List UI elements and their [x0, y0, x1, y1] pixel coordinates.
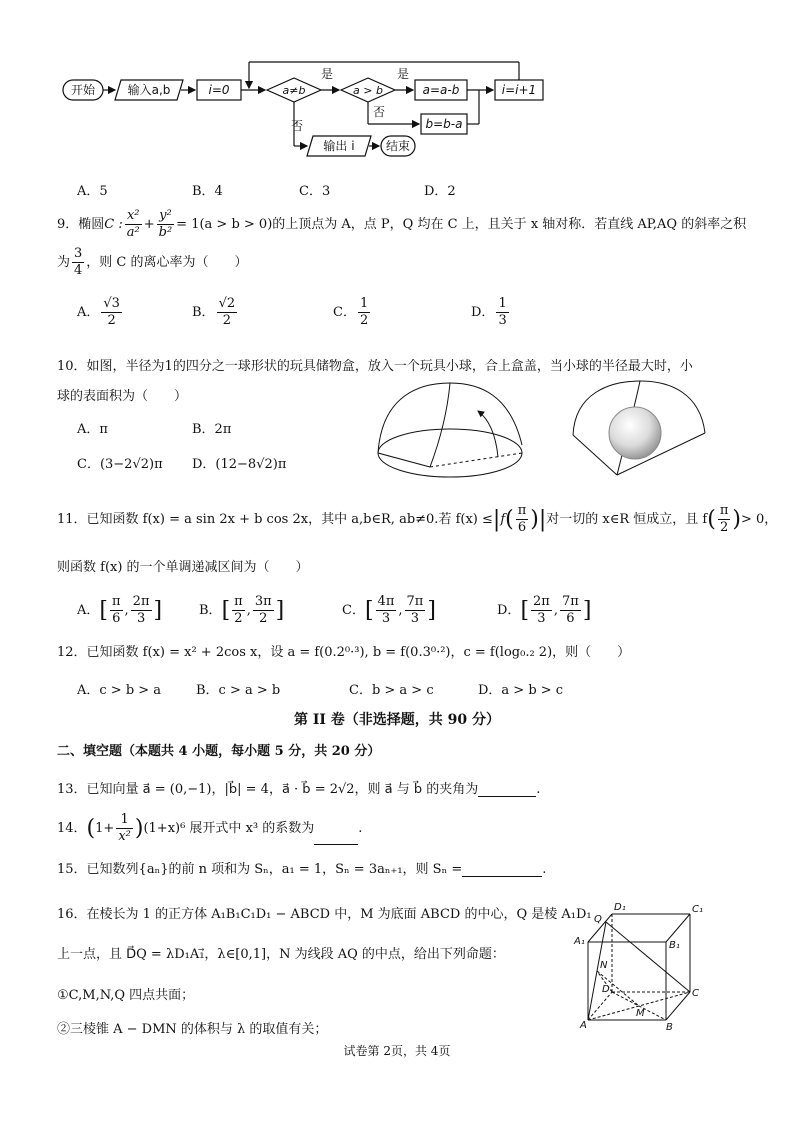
cube-label-c: C [692, 988, 699, 999]
q13-line: 13．已知向量 a⃗ = (0,−1)，|b⃗| = 4，a⃗ · b⃗ = 2√2，则 a⃗ 与 b⃗ 的夹角为 . [57, 782, 541, 797]
q11-option-c: C．[ $\frac{4\pi}{3}$ , $\frac{7\pi}{3}$ ] [342, 594, 436, 626]
q8-option-a: A．5 [77, 184, 108, 199]
q10-option-c: C．(3−2√2)π [77, 457, 163, 472]
cube-label-m: M [636, 1008, 645, 1019]
q10-option-a: A．π [77, 422, 108, 437]
q10-figure-open-box [370, 375, 530, 485]
q10-line1: 10．如图，半径为1的四分之一球形状的玩具储物盒，放入一个玩具小球，合上盒盖，当小球的半径最大时，小 [57, 359, 693, 374]
flow-no1-label: 否 [291, 119, 304, 133]
q11-line1: 11．已知函数 f(x) = a sin 2x + b cos 2x，其中 a,b∈R, ab≠0.若 f(x) ≤|f( $\frac{\pi}{6}$ )|对一切的 x∈R 恒成立，且 f( $\frac{\pi}{2}$ )> 0， [57, 503, 778, 535]
q10-figure-ball-box [565, 375, 715, 485]
q16-item1: ①C,M,N,Q 四点共面； [57, 988, 195, 1003]
q10-option-d: D．(12−8√2)π [192, 457, 287, 472]
flow-cond1-label: a≠b [282, 84, 306, 97]
q8-option-b: B．4 [192, 184, 223, 199]
cube-label-b1: B₁ [669, 940, 680, 951]
cube-label-a1: A₁ [574, 936, 585, 947]
q11-option-b: B．[ $\frac{\pi}{2}$ , $\frac{3\pi}{2}$ ] [199, 594, 285, 626]
cube-label-b: B [666, 1022, 673, 1033]
q10-option-b: B．2π [192, 422, 232, 437]
flow-assign2-label: b=b-a [425, 117, 463, 131]
q12-option-a: A．c > b > a [77, 683, 162, 698]
cube-label-d: D [602, 984, 610, 995]
cube-label-d1: D₁ [614, 902, 626, 913]
flow-no2-label: 否 [373, 105, 386, 119]
q12-option-b: B．c > a > b [196, 683, 281, 698]
flow-output-label: 输出 i [323, 139, 355, 153]
flow-cond2-label: a > b [353, 84, 383, 97]
flow-init-label: i=0 [208, 83, 230, 97]
q16-item2: ②三棱锥 A − DMN 的体积与 λ 的取值有关； [57, 1022, 328, 1037]
q12-option-c: C．b > a > c [349, 683, 434, 698]
section2-subtitle: 二、填空题（本题共 4 小题，每小题 5 分，共 20 分） [57, 744, 381, 759]
q11-option-d: D．[ $\frac{2\pi}{3}$ , $\frac{7\pi}{6}$ ] [497, 594, 592, 626]
flow-input-label: 输入a,b [127, 83, 171, 97]
flow-incr-label: i=i+1 [501, 83, 537, 97]
q15-line: 15．已知数列{aₙ}的前 n 项和为 Sₙ，a₁ = 1，Sₙ = 3aₙ₊₁，则 Sₙ = . [57, 862, 547, 877]
q12-option-d: D．a > b > c [478, 683, 564, 698]
q9-option-b: B． $\frac{√2}{2}$ [192, 296, 236, 328]
toy-ball [609, 407, 661, 459]
cube-label-n: N [600, 960, 608, 971]
flow-start-label: 开始 [70, 83, 96, 97]
flow-end-label: 结束 [385, 139, 411, 153]
q16-line1: 16．在棱长为 1 的正方体 A₁B₁C₁D₁ − ABCD 中，M 为底面 ABCD 的中心，Q 是棱 A₁D₁ [57, 907, 592, 922]
q9-option-a: A． $\frac{√3}{2}$ [77, 296, 120, 328]
q12-line: 12．已知函数 f(x) = x² + 2cos x，设 a = f(0.2⁰·³), b = f(0.3⁰·²)，c = f(log₀.₂ 2)，则（ ） [57, 645, 631, 660]
q9-line1: 9．椭圆C : $\frac{\text{x²}}{\text{a²}}$ + $\frac{\text{y²}}{\text{b²}}$ = 1(a > b > 0)的上顶点为 A，点 P，Q 均在 C 上，且关于 x 轴对称．若直线 AP,AQ 的斜率之积 [57, 208, 747, 240]
cube-label-c1: C₁ [692, 904, 703, 915]
q9-option-d: D． $\frac{1}{3}$ [471, 296, 507, 328]
q14-line: 14．(1+ $\frac{1}{\text{x²}}$ )(1+x)⁶ 展开式中 x³ 的系数为 . [57, 812, 363, 844]
cube-label-q: Q [594, 914, 602, 925]
section2-title: 第 II 卷（非选择题，共 90 分） [293, 712, 501, 728]
q11-option-a: A．[ $\frac{\pi}{6}$ , $\frac{2\pi}{3}$ ] [77, 594, 163, 626]
cube-label-a: A [580, 1020, 587, 1031]
q11-line2: 则函数 f(x) 的一个单调递减区间为（ ） [57, 560, 309, 575]
q9-line2: 为 $\frac{3}{4}$ ，则 C 的离心率为（ ） [57, 246, 248, 278]
flow-assign1-label: a=a-b [422, 83, 460, 97]
flow-yes1-label: 是 [321, 67, 334, 81]
q10-line2: 球的表面积为（ ） [57, 389, 188, 404]
q9-option-c: C． $\frac{1}{2}$ [333, 296, 369, 328]
cube-figure [570, 898, 720, 1034]
q8-option-c: C．3 [299, 184, 331, 199]
flow-yes2-label: 是 [397, 67, 410, 81]
q8-option-d: D．2 [424, 184, 456, 199]
page-footer: 试卷第 2页，共 4页 [343, 1044, 451, 1058]
q16-line2: 上一点，且 D⃗Q = λD₁A₁⃗，λ∈[0,1]，N 为线段 AQ 的中点，给出下列命题： [57, 947, 505, 962]
flowchart [55, 58, 555, 160]
